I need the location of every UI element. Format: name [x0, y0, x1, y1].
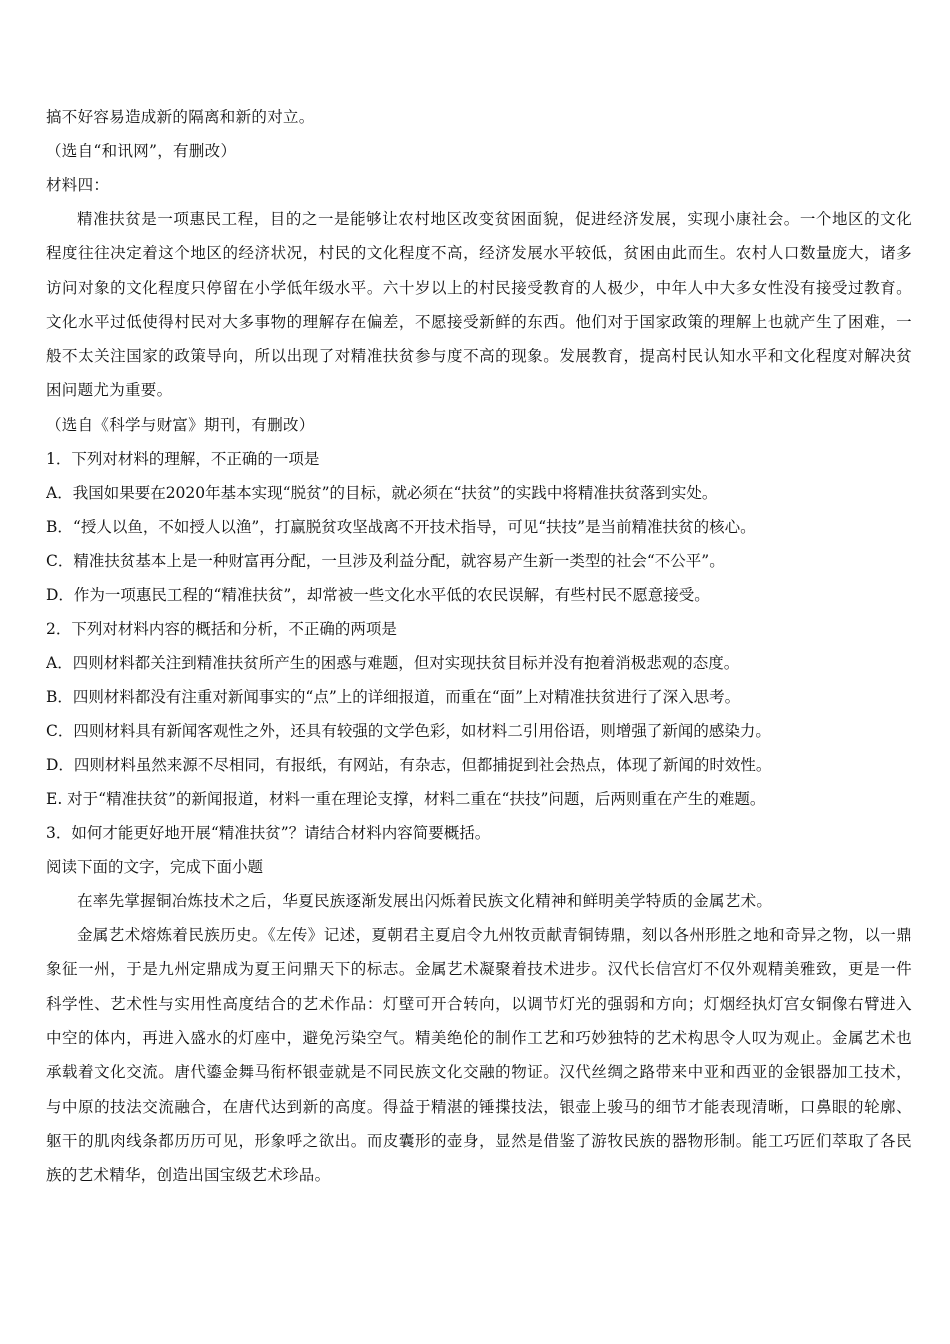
question-3-stem: 3．如何才能更好地开展“精准扶贫”？请结合材料内容简要概括。 — [46, 823, 491, 842]
reading-paragraph-2: 金属艺术熔炼着民族历史。《左传》记述，夏朝君主夏启令九州牧贡献青铜铸鼎，刻以各州形胜之地和奇异之物，以一鼎象征一州，于是九州定鼎成为夏王问鼎天下的标志。金属艺术凝聚着技术进步。汉代长信宫灯不仅外观精美雅致，更是一件科学性、艺术性与实用性高度结合的艺术作品：灯壁可开合转向，以调节灯光的强弱和方向；灯烟经执灯宫女铜像右臂进入中空的体内，再进入盛水的灯座中，避免污染空气。精美绝伦的制作工艺和巧妙独特的艺术构思令人叹为观止。金属艺术也承载着文化交流。唐代鎏金舞马衔杯银壶就是不同民族文化交融的物证。汉代丝绸之路带来中亚和西亚的金银器加工技术，与中原的技法交流融合，在唐代达到新的高度。得益于精湛的锤揲技法，银壶上骏马的细节才能表现清晰，口鼻眼的轮廓、躯干的肌肉线条都历历可见，形象呼之欲出。而皮囊形的壶身，显然是借鉴了游牧民族的器物形制。能工巧匠们萃取了各民族的艺术精华，创造出国宝级艺术珍品。 — [46, 926, 912, 1185]
document-page — [46, 100, 912, 1192]
continuation-text: 搞不好容易造成新的隔离和新的对立。 — [46, 108, 315, 126]
question-1-option-c: C．精准扶贫基本上是一种财富再分配，一旦涉及利益分配，就容易产生新一类型的社会“不公平”。 — [46, 551, 725, 570]
material4-source: （选自《科学与财富》期刊，有删改） — [46, 415, 315, 434]
question-2-option-a: A．四则材料都关注到精准扶贫所产生的困惑与难题，但对实现扶贫目标并没有抱着消极悲观的态度。 — [46, 653, 740, 672]
question-2-option-b: B．四则材料都没有注重对新闻事实的“点”上的详细报道，而重在“面”上对精准扶贫进行了深入思考。 — [46, 687, 741, 706]
reading-paragraph-1: 在率先掌握铜冶炼技术之后，华夏民族逐渐发展出闪烁着民族文化精神和鲜明美学特质的金属艺术。 — [77, 891, 773, 910]
question-1-option-a: A．我国如果要在2020年基本实现“脱贫”的目标，就必须在“扶贫”的实践中将精准扶贫落到实处。 — [46, 483, 718, 502]
question-1-stem: 1．下列对材料的理解，不正确的一项是 — [46, 449, 320, 468]
material3-source: （选自“和讯网”，有删改） — [46, 142, 237, 160]
material4-paragraph: 精准扶贫是一项惠民工程，目的之一是能够让农村地区改变贫困面貌，促进经济发展，实现小康社会。一个地区的文化程度往往决定着这个地区的经济状况，村民的文化程度不高，经济发展水平较低，贫困由此而生。农村人口数量庞大，诸多访问对象的文化程度只停留在小学低年级水平。六十岁以上的村民接受教育的人极少，中年人中大多女性没有接受过教育。文化水平过低使得村民对大多事物的理解存在偏差，不愿接受新鲜的东西。他们对于国家政策的理解上也就产生了困难，一般不太关注国家的政策导向，所以出现了对精准扶贫参与度不高的现象。发展教育，提高村民认知水平和文化程度对解决贫困问题尤为重要。 — [46, 210, 912, 400]
question-2-option-d: D．四则材料虽然来源不尽相同，有报纸，有网站，有杂志，但都捕捉到社会热点，体现了新闻的时效性。 — [46, 755, 772, 774]
reading-instruction: 阅读下面的文字，完成下面小题 — [46, 857, 264, 876]
question-1-option-b: B．“授人以鱼，不如授人以渔”，打赢脱贫攻坚战离不开技术指导，可见“扶技”是当前精准扶贫的核心。 — [46, 517, 756, 536]
material4-label: 材料四： — [46, 176, 110, 194]
question-2-stem: 2．下列对材料内容的概括和分析，不正确的两项是 — [46, 619, 397, 638]
question-2-option-e: E. 对于“精准扶贫”的新闻报道，材料一重在理论支撑，材料二重在“扶技”问题，后两则重在产生的难题。 — [46, 789, 766, 808]
question-2-option-c: C．四则材料具有新闻客观性之外，还具有较强的文学色彩，如材料二引用俗语，则增强了新闻的感染力。 — [46, 721, 771, 740]
question-1-option-d: D．作为一项惠民工程的“精准扶贫”，却常被一些文化水平低的农民误解，有些村民不愿意接受。 — [46, 585, 710, 604]
